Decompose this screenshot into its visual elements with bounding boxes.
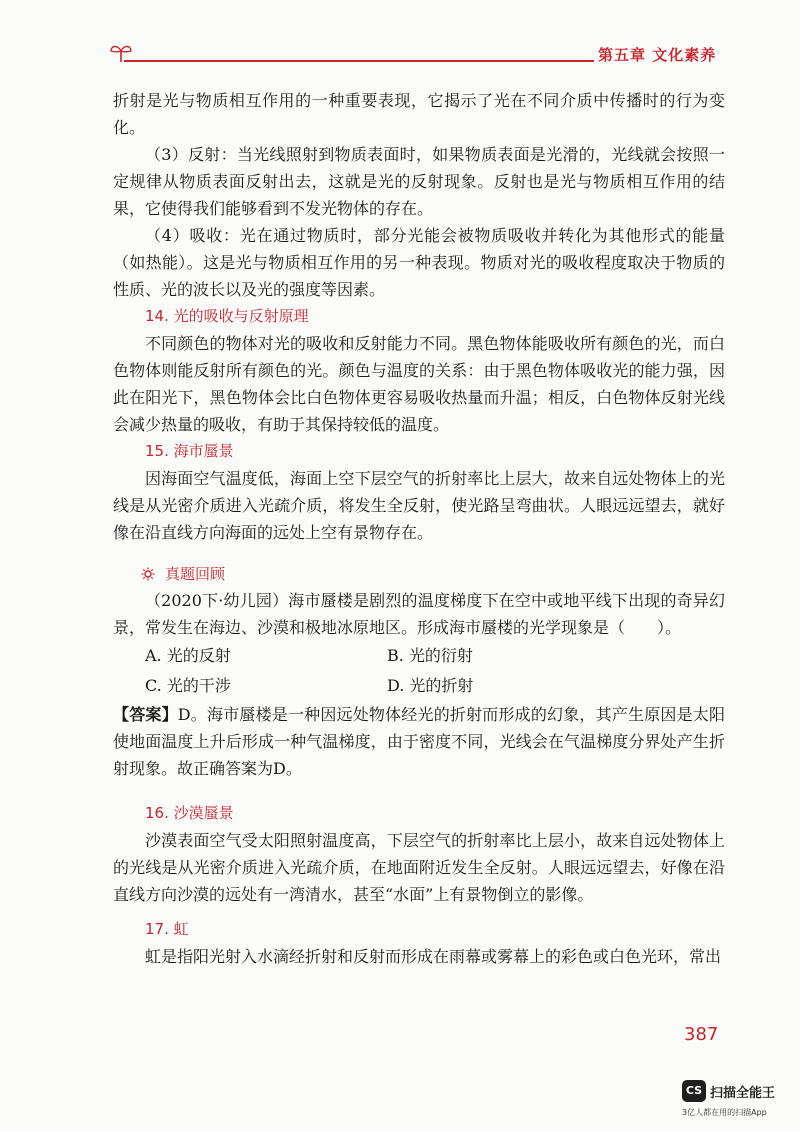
answer-options — [113, 641, 725, 701]
option-d: D. 光的折射 — [387, 676, 474, 695]
paragraph: 折射是光与物质相互作用的一种重要表现，它揭示了光在不同介质中传播时的行为变化。 — [113, 91, 725, 137]
option-a: A. 光的反射 — [145, 646, 231, 665]
option-c: C. 光的干涉 — [145, 676, 231, 695]
sun-icon — [141, 567, 155, 581]
scanner-tagline: 3亿人都在用的扫描App — [682, 1108, 767, 1117]
paragraph: 因海面空气温度低，海面上空下层空气的折射率比上层大，故来自远处物体上的光线是从光密介质进入光疏介质，将发生全反射，使光路呈弯曲状。人眼远远望去，就好像在沿直线方向海面的远处上空有景物存在。 — [113, 469, 725, 542]
paragraph: 虹是指阳光射入水滴经折射和反射而形成在雨幕或雾幕上的彩色或白色光环，常出 — [145, 947, 722, 966]
question-text: （2020下·幼儿园）海市蜃楼是剧烈的温度梯度下在空中或地平线下出现的奇异幻景，常发生在海边、沙漠和极地冰原地区。形成海市蜃楼的光学现象是（ ）。 — [113, 591, 725, 637]
chapter-title: 第五章 文化素养 — [598, 46, 717, 64]
section-heading-15: 15. 海市蜃景 — [145, 442, 234, 460]
answer-explanation — [113, 701, 725, 782]
section-heading-14: 14. 光的吸收与反射原理 — [145, 307, 309, 325]
scanner-watermark — [682, 1080, 792, 1124]
paragraph: 沙漠表面空气受太阳照射温度高，下层空气的折射率比上层小，故来自远处物体上的光线是从光密介质进入光疏介质，在地面附近发生全反射。人眼远远望去，好像在沿直线方向沙漠的远处有一湾清水，甚至“水面”上有景物倒立的影像。 — [113, 831, 725, 904]
section-heading-17: 17. 虹 — [145, 920, 189, 938]
scanner-logo-icon: CS — [682, 1080, 706, 1102]
paragraph: （3）反射：当光线照射到物质表面时，如果物质表面是光滑的，光线就会按照一定规律从物质表面反射出去，这就是光的反射现象。反射也是光与物质相互作用的结果，它使得我们能够看到不发光物体的存在。 — [113, 145, 725, 218]
answer-tag: 【答案】 — [113, 705, 178, 724]
option-b: B. 光的衍射 — [387, 646, 473, 665]
paragraph: （4）吸收：光在通过物质时，部分光能会被物质吸收并转化为其他形式的能量（如热能）。这是光与物质相互作用的另一种表现。物质对光的吸收程度取决于物质的性质、光的波长以及光的强度等因素。 — [113, 226, 725, 299]
review-heading — [113, 560, 725, 587]
header-rule — [124, 60, 594, 62]
main-content — [113, 87, 725, 970]
review-title: 真题回顾 — [165, 565, 226, 583]
section-heading-16: 16. 沙漠蜃景 — [145, 804, 234, 822]
scanner-app-name: 扫描全能王 — [710, 1086, 776, 1101]
page-number: 387 — [684, 1024, 719, 1045]
paragraph: 不同颜色的物体对光的吸收和反射能力不同。黑色物体能吸收所有颜色的光，而白色物体则能反射所有颜色的光。颜色与温度的关系：由于黑色物体吸收光的能力强，因此在阳光下，黑色物体会比白色物体更容易吸收热量而升温；相反，白色物体反射光线会减少热量的吸收，有助于其保持较低的温度。 — [113, 334, 725, 434]
answer-text: D。海市蜃楼是一种因远处物体经光的折射而形成的幻象，其产生原因是太阳使地面温度上升后形成一种气温梯度，由于密度不同，光线会在气温梯度分界处产生折射现象。故正确答案为D。 — [113, 705, 725, 778]
